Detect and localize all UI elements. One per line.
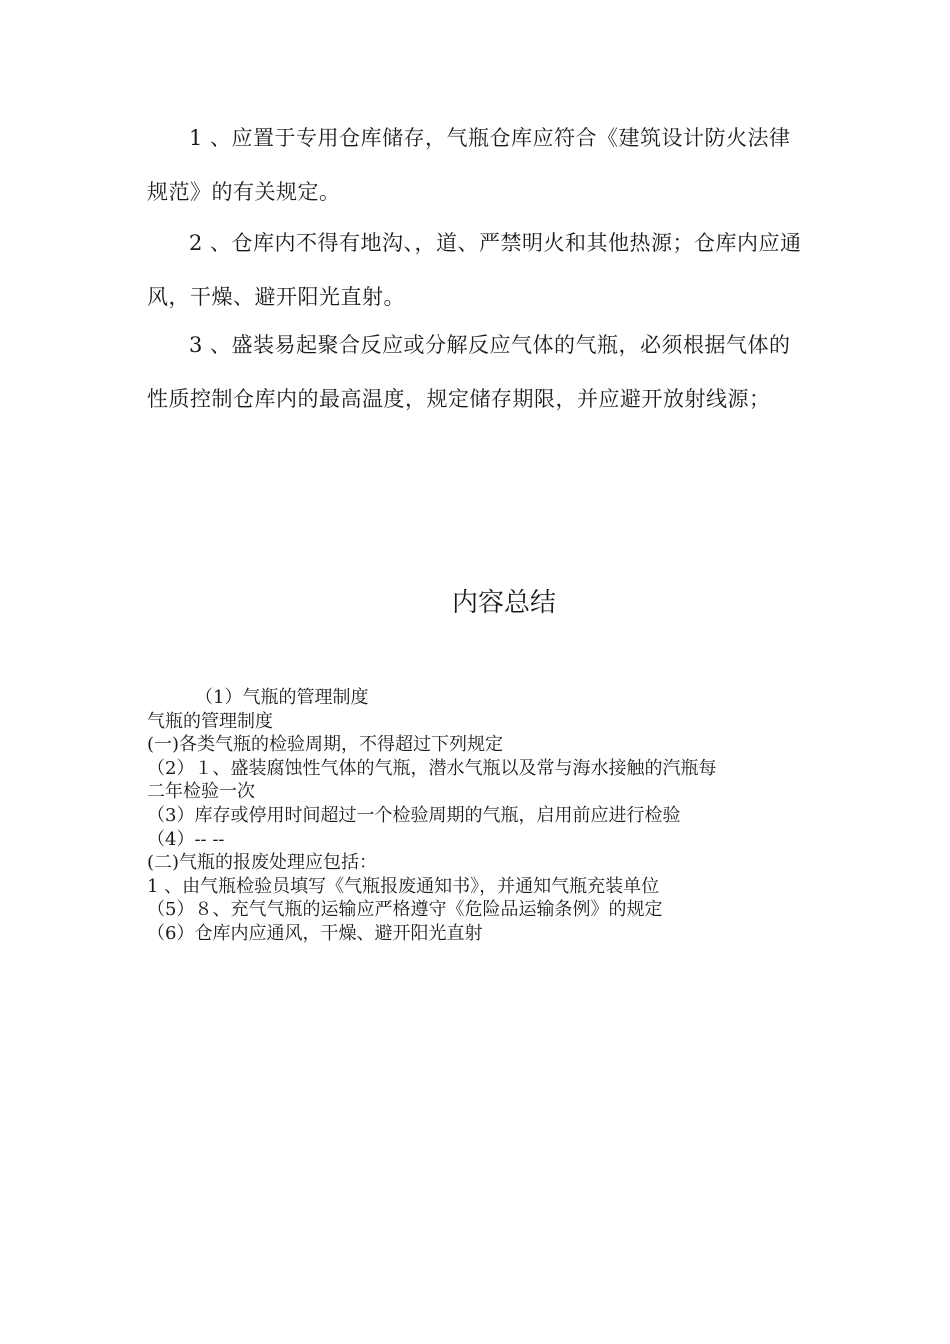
summary-line: (二)气瓶的报废处理应包括： xyxy=(147,852,378,874)
summary-line: 气瓶的管理制度 xyxy=(147,710,273,732)
summary-list xyxy=(147,686,827,946)
summary-title: 内容总结 xyxy=(451,588,556,618)
summary-line: （3）库存或停用时间超过一个检验周期的气瓶，启用前应进行检验 xyxy=(147,804,681,826)
paragraph-storage-rule-3: 3 、盛装易起聚合反应或分解反应气体的气瓶，必须根据气体的性质控制仓库内的最高温度，规定储存期限，并应避开放射线源； xyxy=(147,333,791,411)
summary-line: （1）气瓶的管理制度 xyxy=(195,687,369,708)
summary-line: 1 、由气瓶检验员填写《气瓶报废通知书》，并通知气瓶充装单位 xyxy=(147,875,660,897)
summary-line: （6）仓库内应通风，干燥、避开阳光直射 xyxy=(147,922,483,944)
paragraph-storage-rule-2: 2 、仓库内不得有地沟、，道、严禁明火和其他热源；仓库内应通风，干燥、避开阳光直射。 xyxy=(147,231,802,309)
summary-line: （5）８、充气气瓶的运输应严格遵守《危险品运输条例》的规定 xyxy=(147,899,663,921)
paragraph-storage-rule-1: 1 、应置于专用仓库储存，气瓶仓库应符合《建筑设计防火法律规范》的有关规定。 xyxy=(147,126,791,204)
summary-line: （2）１、盛装腐蚀性气体的气瓶，潜水气瓶以及常与海水接触的汽瓶每 xyxy=(147,757,717,779)
summary-line: (一)各类气瓶的检验周期，不得超过下列规定 xyxy=(147,734,504,756)
summary-line: （4）-- -- xyxy=(147,828,225,850)
summary-line: 二年检验一次 xyxy=(147,781,255,803)
